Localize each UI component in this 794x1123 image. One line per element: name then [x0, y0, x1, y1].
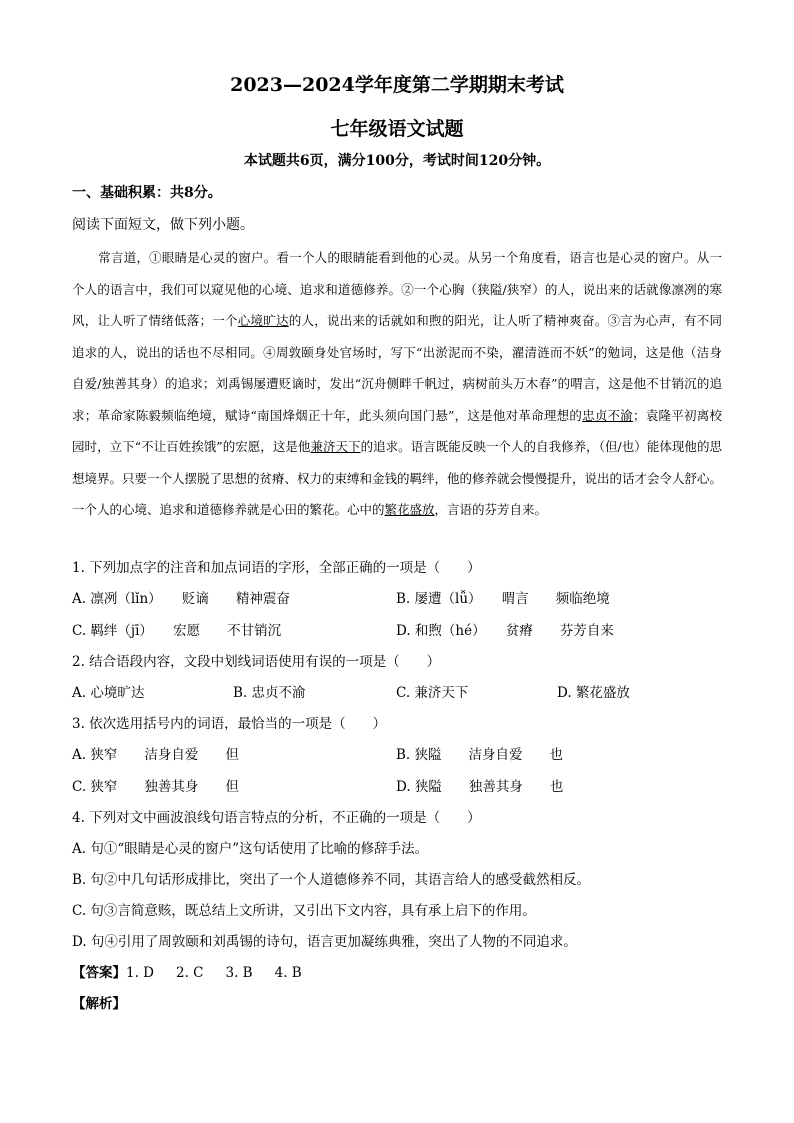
q2-option-a[interactable]: A. 心境旷达: [72, 685, 145, 701]
passage-text: 的人，说出来的话就如和煦的阳光，让人听了精神爽奋。③言为心声，有不同追求的人，说出的话也不尽相同。④周敦颐身处官场时，写下“出淤泥而不染，濯清涟而不妖”的勉词，这是他（洁身自爱/独善其身）的追求；刘禹锡屡遭贬谪时，发出“沉舟侧畔千帆过，病树前头万木春”的喟言，这是他不甘销沉的追求；革命家陈毅频临绝境，赋诗“南国烽烟正十年，此头须向国门悬”，这是他对革命理想的: [72, 313, 722, 423]
question-2: 2. 结合语段内容，文段中划线词语使用有误的一项是（ ）: [72, 654, 441, 670]
passage-text: 常言道，①眼睛是心灵的窗户。看一个人的眼睛能看到他的心灵。从另一个角度看，语言也是心灵的窗户。从一个人的语言中，我们可以窥见他的心境、追求和道德修养。②一个心胸（狭隘/狭窄）的人，说出来的话就像凛冽的寒风，让人听了情绪低落；一个: [72, 250, 722, 328]
exam-info: 本试题共6页，满分100分，考试时间120分钟。: [243, 153, 551, 169]
q4-option-a[interactable]: A. 句①“眼睛是心灵的窗户”这句话使用了比喻的修辞手法。: [72, 841, 429, 857]
answer-line: [72, 961, 302, 981]
section-intro: 阅读下面短文，做下列小题。: [72, 217, 254, 233]
underlined-word: 心境旷达: [237, 313, 289, 328]
q2-option-b[interactable]: B. 忠贞不渝: [233, 685, 306, 701]
question-1: 1. 下列加点字的注音和加点词语的字形，全部正确的一项是（ ）: [72, 560, 481, 576]
q1-option-c[interactable]: C. 羁绊（jī） 宏愿 不甘销沉: [72, 623, 282, 639]
q1-option-b[interactable]: B. 屡遭（lǚ） 喟言 频临绝境: [396, 591, 610, 607]
passage-text: ，言语的芬芳自来。: [434, 502, 548, 517]
q4-option-c[interactable]: C. 句③言简意赅，既总结上文所讲，又引出下文内容，具有承上启下的作用。: [72, 903, 536, 919]
q4-option-b[interactable]: B. 句②中几句话形成排比，突出了一个人道德修养不同，其语言给人的感受截然相反。: [72, 872, 591, 888]
q3-option-b[interactable]: B. 狭隘 洁身自爱 也: [396, 747, 564, 763]
answer-label: 【答案】: [72, 965, 126, 981]
q2-option-c[interactable]: C. 兼济天下: [396, 685, 469, 701]
question-3: 3. 依次选用括号内的词语，最恰当的一项是（ ）: [72, 716, 387, 732]
passage-text: ；袁隆平初离校园时，立下“不让百姓挨饿”的宏愿，这是他: [72, 407, 722, 454]
reading-passage: [72, 242, 722, 526]
answer-item: 4. B: [274, 965, 302, 981]
q3-option-c[interactable]: C. 狭窄 独善其身 但: [72, 779, 239, 795]
q2-option-d[interactable]: D. 繁花盛放: [557, 685, 630, 701]
answer-item: 1. D: [126, 965, 154, 981]
q3-option-a[interactable]: A. 狭窄 洁身自爱 但: [72, 747, 239, 763]
q1-option-d[interactable]: D. 和煦（hé） 贫瘠 芬芳自来: [396, 623, 614, 639]
analysis-label: 【解析】: [72, 996, 126, 1012]
exam-subtitle: 七年级语文试题: [330, 118, 464, 140]
exam-title: 2023—2024学年度第二学期期末考试: [230, 74, 564, 96]
q4-option-d[interactable]: D. 句④引用了周敦颐和刘禹锡的诗句，语言更加凝练典雅，突出了人物的不同追求。: [72, 934, 577, 950]
question-4: 4. 下列对文中画波浪线句语言特点的分析，不正确的一项是（ ）: [72, 810, 481, 826]
answer-item: 3. B: [225, 965, 253, 981]
q1-option-a[interactable]: A. 凛冽（lǐn） 贬谪 精神震奋: [72, 591, 290, 607]
underlined-word: 忠贞不渝: [582, 407, 634, 423]
q3-option-d[interactable]: D. 狭隘 独善其身 也: [396, 779, 564, 795]
underlined-word: 繁花盛放: [384, 502, 435, 517]
answer-item: 2. C: [176, 965, 204, 981]
passage-text: 的追求。语言既能反映一个人的自我修养，（但/也）能体现他的思想境界。只要一个人摆脱了思想的贫瘠、权力的束缚和金钱的羁绊，他的修养就会慢慢提升，说出的话才会令人舒心。一个人的心境、追求和道德修养就是心田的繁花。心中的: [72, 439, 723, 517]
section-heading: 一、基础积累：共8分。: [72, 185, 222, 201]
underlined-word: 兼济天下: [310, 439, 361, 454]
